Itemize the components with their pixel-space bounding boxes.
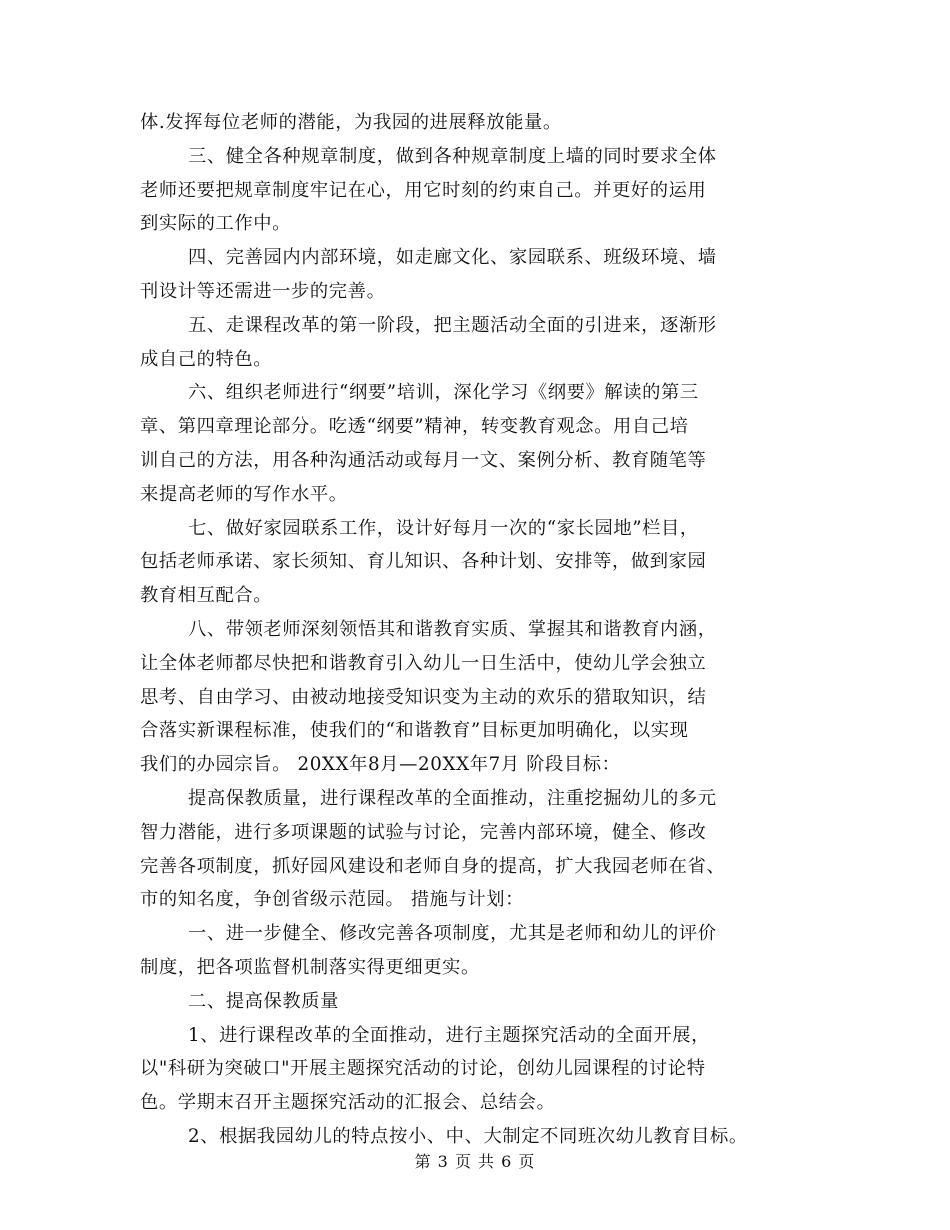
text-line-19: 合落实新课程标准，使我们的“和谐教育”目标更加明确化，以实现 (140, 720, 689, 742)
text-line-20: 我们的办园宗旨。 20XX年8月—20XX年7月 阶段目标： (140, 754, 621, 776)
text-line-24: 市的知名度，争创省级示范园。 措施与计划： (140, 889, 525, 911)
text-line-9: 六、组织老师进行“纲要”培训，深化学习《纲要》解读的第三 (188, 382, 699, 404)
text-line-2: 三、健全各种规章制度，做到各种规章制度上墙的同时要求全体 (188, 145, 717, 167)
text-line-4: 到实际的工作中。 (140, 213, 292, 235)
text-line-21: 提高保教质量，进行课程改革的全面推动，注重挖掘幼儿的多元 (188, 787, 717, 809)
text-line-29: 以"科研为突破口"开展主题探究活动的讨论，创幼儿园课程的讨论特 (140, 1058, 706, 1080)
text-line-28: 1、进行课程改革的全面推动，进行主题探究活动的全面开展， (188, 1024, 711, 1046)
text-line-27: 二、提高保教质量 (188, 990, 340, 1012)
text-line-30: 色。学期末召开主题探究活动的汇报会、总结会。 (140, 1092, 556, 1114)
text-line-3: 老师还要把规章制度牢记在心，用它时刻的约束自己。并更好的运用 (140, 179, 707, 201)
page-number-footer: 第 3 页 共 6 页 (414, 1152, 536, 1171)
text-line-7: 五、走课程改革的第一阶段，把主题活动全面的引进来，逐渐形 (188, 314, 717, 336)
text-line-23: 完善各项制度，抓好园风建设和老师自身的提高，扩大我园老师在省、 (140, 855, 726, 877)
document-body (140, 106, 825, 1154)
text-line-10: 章、第四章理论部分。吃透“纲要”精神，转变教育观念。用自己培 (140, 416, 689, 438)
text-line-8: 成自己的特色。 (140, 348, 273, 370)
text-line-25: 一、进一步健全、修改完善各项制度，尤其是老师和幼儿的评价 (188, 923, 717, 945)
text-line-1: 体.发挥每位老师的潜能，为我园的进展释放能量。 (140, 112, 562, 133)
text-line-12: 来提高老师的写作水平。 (140, 483, 348, 505)
text-line-22: 智力潜能，进行多项课题的试验与讨论，完善内部环境，健全、修改 (140, 821, 707, 843)
text-line-31: 2、根据我园幼儿的特点按小、中、大制定不同班次幼儿教育目标。 (188, 1125, 748, 1147)
text-line-14: 包括老师承诺、家长须知、育儿知识、各种计划、安排等，做到家园 (140, 551, 707, 573)
text-line-15: 教育相互配合。 (140, 585, 273, 607)
text-line-17: 让全体老师都尽快把和谐教育引入幼儿一日生活中，使幼儿学会独立 (140, 652, 707, 674)
text-line-11: 训自己的方法，用各种沟通活动或每月一文、案例分析、教育随笔等 (140, 449, 707, 471)
text-line-16: 八、带领老师深刻领悟其和谐教育实质、掌握其和谐教育内涵， (188, 618, 717, 640)
text-line-5: 四、完善园内内部环境，如走廊文化、家园联系、班级环境、墙 (188, 247, 717, 269)
text-line-26: 制度，把各项监督机制落实得更细更实。 (140, 956, 480, 978)
text-line-18: 思考、自由学习、由被动地接受知识变为主动的欢乐的猎取知识，结 (140, 686, 707, 708)
text-line-6: 刊设计等还需进一步的完善。 (140, 280, 386, 302)
text-line-13: 七、做好家园联系工作，设计好每月一次的“家长园地”栏目， (188, 517, 699, 539)
